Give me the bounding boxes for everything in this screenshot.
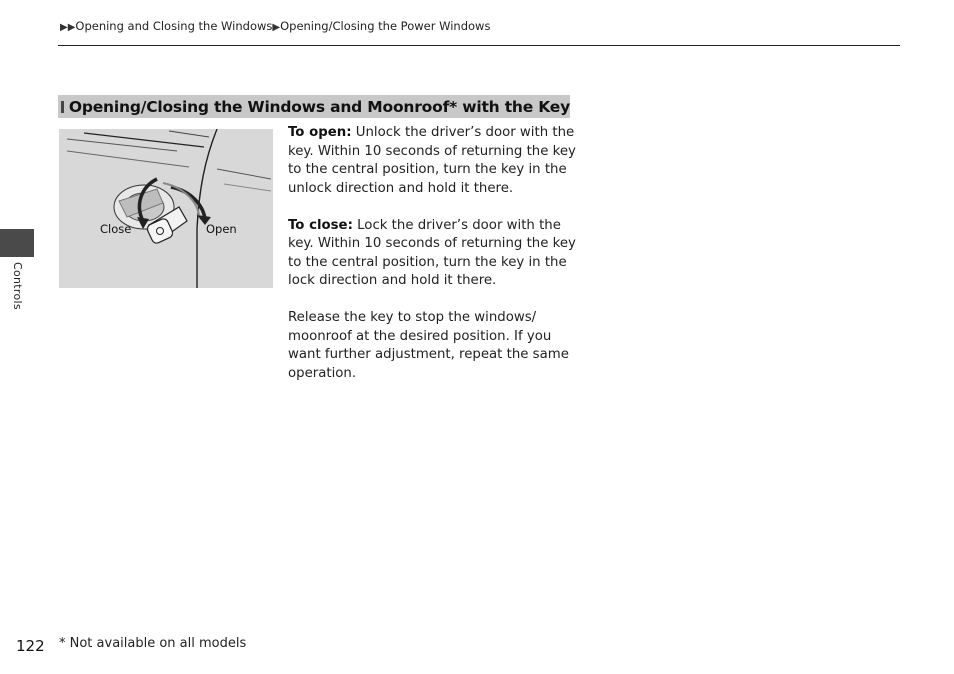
instructions <box>288 124 578 402</box>
close-lead: To close: <box>288 217 353 233</box>
key-lock-diagram <box>59 129 273 288</box>
breadcrumb-separator-icon: ▶ <box>272 22 281 33</box>
close-direction-label: Close <box>100 222 132 236</box>
breadcrumb-item-windows[interactable]: Opening and Closing the Windows <box>75 19 273 33</box>
breadcrumb-arrows-icon: ▶▶ <box>60 22 76 33</box>
header-rule <box>58 45 900 46</box>
release-paragraph: Release the key to stop the windows/ moonroof at the desired position. If you want further adjustment, repeat the same operation. <box>288 310 569 381</box>
chapter-side-label: Controls <box>11 262 24 310</box>
open-lead: To open: <box>288 125 352 140</box>
open-text: Unlock the driver’s door with the key. Within 10 seconds of returning the key to the central position, turn the key in the unlock direction and hold it there. <box>288 125 576 196</box>
open-paragraph <box>288 124 578 198</box>
key-illustration <box>59 129 273 288</box>
chapter-side-tab[interactable] <box>0 229 34 257</box>
footnote-asterisk: * <box>449 97 458 116</box>
page-number: 122 <box>16 637 45 655</box>
heading-square-icon <box>61 101 64 113</box>
footnote: * Not available on all models <box>59 636 247 651</box>
breadcrumb-item-power-windows[interactable]: Opening/Closing the Power Windows <box>280 19 491 33</box>
section-heading <box>58 95 570 118</box>
section-title: Opening/Closing the Windows and Moonroof* with the Key <box>68 97 570 116</box>
open-direction-label: Open <box>206 222 237 236</box>
close-text: Lock the driver’s door with the key. Within 10 seconds of returning the key to the central position, turn the key in the lock direction and hold it there. <box>288 217 576 288</box>
breadcrumb <box>60 19 490 33</box>
close-paragraph <box>288 217 578 291</box>
